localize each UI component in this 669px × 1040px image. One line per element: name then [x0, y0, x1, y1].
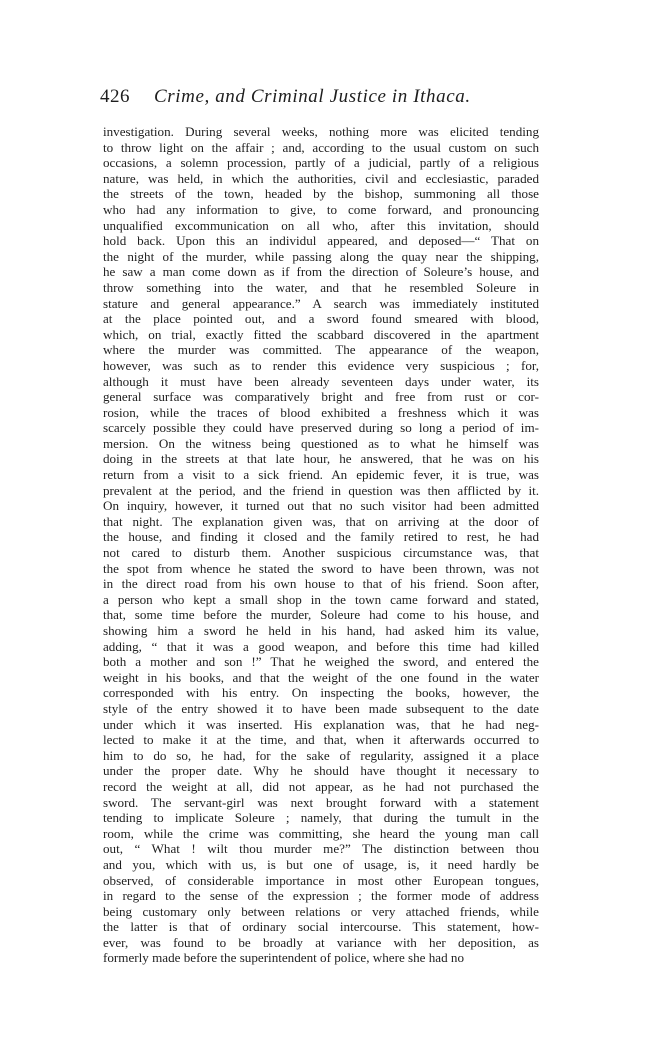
text-line: under the proper date. Why he should have thought it necessary to: [103, 763, 539, 779]
text-line: occasions, a solemn procession, partly of a judicial, partly of a religious: [103, 155, 539, 171]
text-line: and you, which with us, is but one of usage, is, it need hardly be: [103, 856, 539, 872]
text-line: style of the entry showed it to have been made subsequent to the date: [103, 700, 539, 716]
text-line: being customary only between relations or very attached friends, while: [103, 903, 539, 919]
text-line: under which it was inserted. His explanation was, that he had neg-: [103, 716, 539, 732]
text-line: the streets of the town, headed by the bishop, summoning all those: [103, 186, 539, 202]
text-line: who had any information to give, to come forward, and pronouncing: [103, 201, 539, 217]
text-line: nature, was held, in which the authorities, civil and ecclesiastic, paraded: [103, 170, 539, 186]
text-line: sword. The servant-girl was next brought forward with a statement: [103, 794, 539, 810]
text-line: the night of the murder, while passing along the quay near the shipping,: [103, 248, 539, 264]
text-line: which, on trial, exactly fitted the scabbard discovered in the apartment: [103, 326, 539, 342]
text-line: weight in his books, and that the weight of the one found in the water: [103, 669, 539, 685]
text-line: the house, and finding it closed and the family retired to rest, he had: [103, 529, 539, 545]
text-line: in regard to the sense of the expression ; the former mode of address: [103, 888, 539, 904]
text-line: both a mother and son !” That he weighed the sword, and entered the: [103, 654, 539, 670]
text-line: scarcely possible they could have preserved during so long a period of im-: [103, 420, 539, 436]
text-line: adding, “ that it was a good weapon, and before this time had killed: [103, 638, 539, 654]
text-line: rosion, while the traces of blood exhibited a freshness which it was: [103, 404, 539, 420]
text-line: although it must have been already seventeen days under water, its: [103, 373, 539, 389]
text-line: in the direct road from his own house to that of his friend. Soon after,: [103, 576, 539, 592]
text-line: that, some time before the murder, Soleure had come to his house, and: [103, 607, 539, 623]
text-line: hold back. Upon this an individul appeared, and deposed—“ That on: [103, 233, 539, 249]
text-line: room, while the crime was committing, she heard the young man call: [103, 825, 539, 841]
text-line: doing in the streets at that late hour, he answered, that he was on his: [103, 451, 539, 467]
text-line: showing him a sword he held in his hand, had asked him its value,: [103, 623, 539, 638]
text-line: On inquiry, however, it turned out that no such visitor had been admitted: [103, 498, 539, 514]
text-line: the spot from whence he stated the sword to have been thrown, was not: [103, 560, 539, 576]
text-line: unqualified excommunication on all who, after this invitation, should: [103, 217, 539, 233]
text-line: ever, was found to be broadly at variance with her deposition, as: [103, 934, 539, 950]
text-line: the latter is that of ordinary social intercourse. This statement, how-: [103, 919, 539, 935]
text-line: mersion. On the witness being questioned as to what he himself was: [103, 435, 539, 451]
text-line: to throw light on the affair ; and, according to the usual custom on such: [103, 139, 539, 155]
page-number: 426: [100, 86, 130, 107]
text-line: he saw a man come down as if from the direction of Soleure’s house, and: [103, 264, 539, 280]
text-line: a person who kept a small shop in the town came forward and stated,: [103, 591, 539, 607]
text-line: tending to implicate Soleure ; namely, that during the tumult in the: [103, 810, 539, 826]
text-line: corresponded with his entry. On inspecting the books, however, the: [103, 685, 539, 701]
text-line: record the weight at all, did not appear, as he had not purchased the: [103, 778, 539, 794]
text-line: however, was such as to render this evidence very suspicious ; for,: [103, 357, 539, 373]
running-title: Crime, and Criminal Justice in Ithaca.: [154, 86, 471, 107]
text-line: where the murder was committed. The appearance of the weapon,: [103, 342, 539, 358]
text-line: him to do so, he had, for the sake of regularity, assigned it a place: [103, 747, 539, 763]
text-line: formerly made before the superintendent of police, where she had no: [103, 950, 465, 966]
body-text: [103, 124, 539, 966]
text-line: that night. The explanation given was, that on arriving at the door of: [103, 513, 539, 529]
text-line: investigation. During several weeks, nothing more was elicited tending: [103, 124, 539, 139]
text-line: stature and general appearance.” A search was immediately instituted: [103, 295, 539, 311]
text-line: return from a visit to a sick friend. An epidemic fever, it is true, was: [103, 467, 539, 483]
page-header: [100, 86, 560, 108]
text-line: lected to make it at the time, and that, when it afterwards occurred to: [103, 732, 539, 748]
text-line: out, “ What ! wilt thou murder me?” The distinction between thou: [103, 841, 539, 857]
text-line: throw something into the water, and that he resembled Soleure in: [103, 279, 539, 295]
text-line: prevalent at the period, and the friend in question was then afflicted by it.: [103, 482, 539, 498]
text-line: at the place pointed out, and a sword found smeared with blood,: [103, 311, 539, 327]
text-line: not cared to disturb them. Another suspicious circumstance was, that: [103, 545, 539, 561]
text-line: general surface was comparatively bright and free from rust or cor-: [103, 389, 539, 405]
text-line: observed, of considerable importance in most other European tongues,: [103, 872, 539, 888]
